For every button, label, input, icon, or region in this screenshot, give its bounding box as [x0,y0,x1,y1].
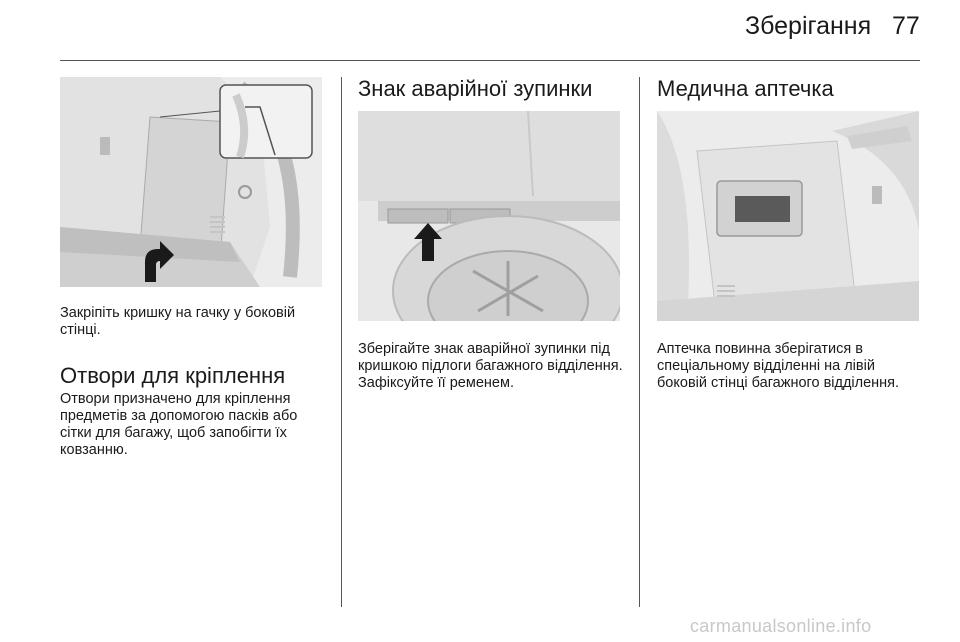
warning-triangle-text: Зберігайте знак аварійної зупинки під кришкою підлоги багажного відділення. Зафіксуйте її ременем. [358,341,623,391]
figure1-caption: Закріпіть кришку на гачку у боковій стінці. [60,305,296,338]
column-separator-2 [639,77,640,607]
page-number: 77 [892,12,920,40]
first-aid-kit-text: Аптечка повинна зберігатися в спеціальному відділенні на лівій боковій стінці багажного відділення. [657,341,900,391]
trunk-side-wall-illustration [60,77,322,287]
watermark: carmanualsonline.info [690,616,872,636]
mounting-holes-text: Отвори призначено для кріплення предметів за допомогою пасків або сітки для багажу, щоб запобігти їх ковзанню. [60,391,298,458]
first-aid-kit-illustration [657,111,919,321]
warning-triangle-storage-illustration [358,111,620,321]
heading-warning-triangle: Знак аварійної зупинки [358,76,593,101]
section-title: Зберігання [745,12,872,40]
column-separator-1 [341,77,342,607]
heading-first-aid-kit: Медична аптечка [657,76,834,101]
heading-mounting-holes: Отвори для кріплення [60,363,286,388]
header-rule [60,60,920,61]
